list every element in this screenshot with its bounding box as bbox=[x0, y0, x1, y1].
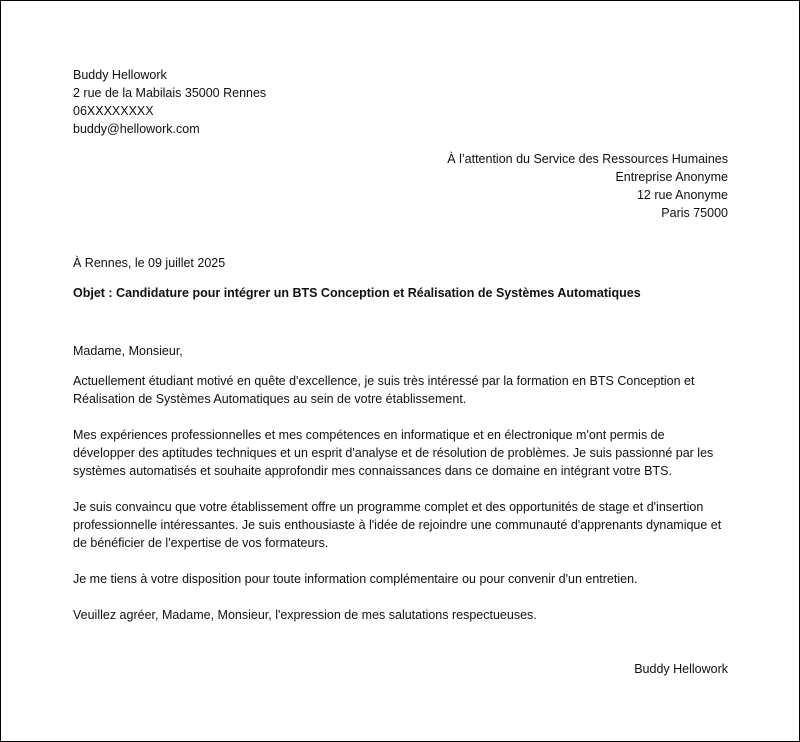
recipient-company: Entreprise Anonyme bbox=[615, 170, 728, 184]
body-paragraph-2: Mes expériences professionnelles et mes compétences en informatique et en électronique m'ont permis de développer des aptitudes techniques et un esprit d'analyse et de résolution de problèmes. Je suis passionné par les systèmes automatisés et souhaite approfondir mes connaissances dans ce domaine en intégrant votre BTS. bbox=[73, 428, 714, 478]
closing-paragraph: Veuillez agréer, Madame, Monsieur, l'expression de mes salutations respectueuses. bbox=[73, 608, 537, 622]
body-paragraph-1: Actuellement étudiant motivé en quête d'excellence, je suis très intéressé par la formation en BTS Conception et Réalisation de Systèmes Automatiques au sein de votre établissement. bbox=[73, 374, 695, 406]
recipient-city: Paris 75000 bbox=[661, 206, 728, 220]
sender-block bbox=[73, 66, 728, 138]
signature: Buddy Hellowork bbox=[634, 662, 728, 676]
recipient-block bbox=[73, 150, 728, 222]
sender-email: buddy@hellowork.com bbox=[73, 122, 200, 136]
letter-date: À Rennes, le 09 juillet 2025 bbox=[73, 256, 226, 270]
body-paragraph-3: Je suis convaincu que votre établissement offre un programme complet et des opportunités de stage et d'insertion professionnelle intéressantes. Je suis enthousiaste à l'idée de rejoindre une communauté d'apprenants dynamique et de bénéficier de l'expertise de vos formateurs. bbox=[73, 500, 722, 550]
recipient-street: 12 rue Anonyme bbox=[636, 188, 728, 202]
body-paragraph-4: Je me tiens à votre disposition pour toute information complémentaire ou pour convenir d'un entretien. bbox=[73, 572, 638, 586]
sender-phone: 06XXXXXXXX bbox=[73, 104, 154, 118]
letter-content bbox=[73, 66, 728, 678]
letter-salutation: Madame, Monsieur, bbox=[73, 344, 183, 358]
sender-address: 2 rue de la Mabilais 35000 Rennes bbox=[73, 86, 267, 100]
letter-subject: Objet : Candidature pour intégrer un BTS Conception et Réalisation de Systèmes Automatiques bbox=[73, 286, 641, 300]
sender-name: Buddy Hellowork bbox=[73, 68, 167, 82]
recipient-attention: À l’attention du Service des Ressources Humaines bbox=[447, 152, 728, 166]
